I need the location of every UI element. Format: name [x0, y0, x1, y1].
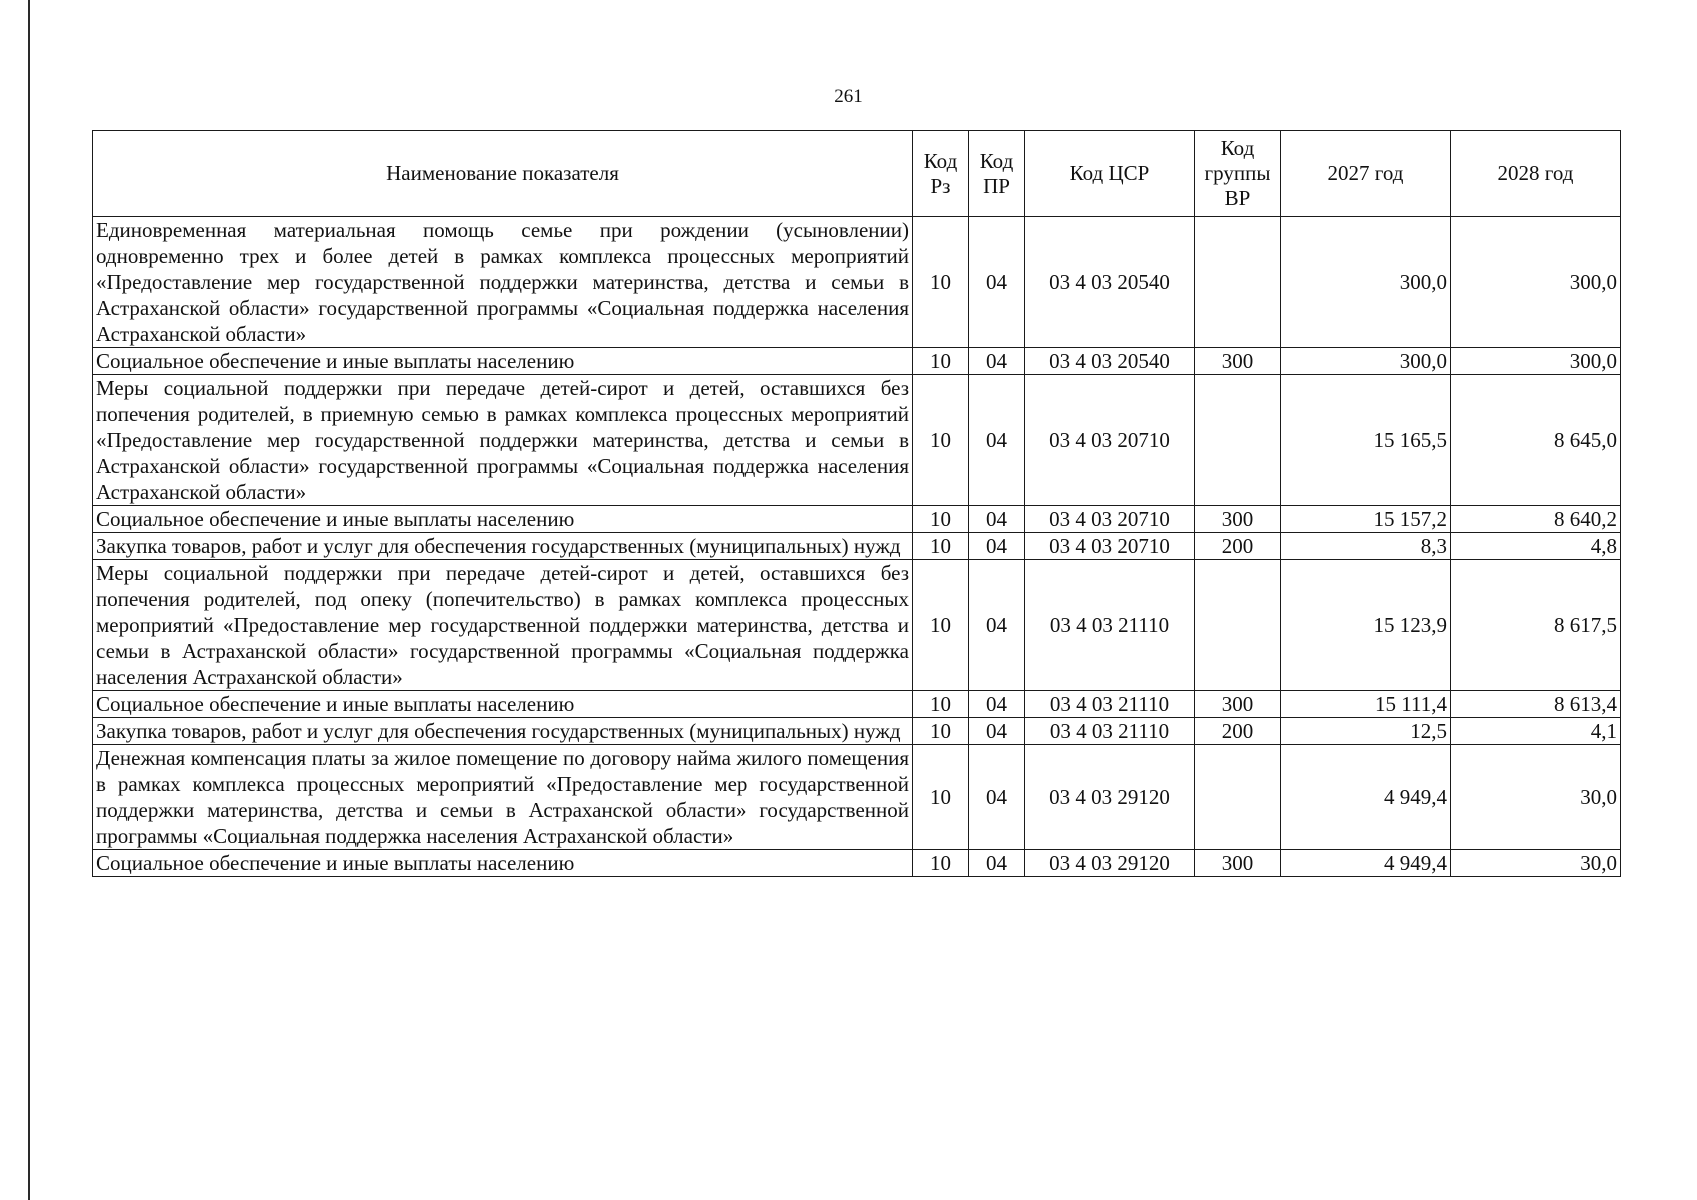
cell-pr: 04 [969, 745, 1025, 850]
cell-vr: 200 [1195, 718, 1281, 745]
table-row [93, 850, 1621, 877]
budget-table [92, 130, 1621, 877]
cell-csr: 03 4 03 20710 [1025, 375, 1195, 506]
cell-name: Закупка товаров, работ и услуг для обеспечения государственных (муниципальных) нужд [93, 718, 913, 745]
cell-pr: 04 [969, 217, 1025, 348]
cell-2028: 300,0 [1451, 217, 1621, 348]
cell-name: Социальное обеспечение и иные выплаты населению [93, 506, 913, 533]
table-body [93, 217, 1621, 877]
cell-vr [1195, 560, 1281, 691]
cell-2028: 300,0 [1451, 348, 1621, 375]
cell-name: Меры социальной поддержки при передаче детей-сирот и детей, оставшихся без попечения родителей, в приемную семью в рамках комплекса процессных мероприятий «Предоставление мер государственной поддержки материнства, детства и семьи в Астраханской области» государственной программы «Социальная поддержка населения Астраханской области» [93, 375, 913, 506]
cell-2028: 8 640,2 [1451, 506, 1621, 533]
header-vr: Код группы ВР [1195, 131, 1281, 217]
table-header-row [93, 131, 1621, 217]
cell-name: Закупка товаров, работ и услуг для обеспечения государственных (муниципальных) нужд [93, 533, 913, 560]
cell-csr: 03 4 03 21110 [1025, 718, 1195, 745]
cell-rz: 10 [913, 375, 969, 506]
cell-csr: 03 4 03 29120 [1025, 850, 1195, 877]
cell-rz: 10 [913, 217, 969, 348]
cell-2028: 30,0 [1451, 850, 1621, 877]
cell-2027: 15 165,5 [1281, 375, 1451, 506]
binding-line [28, 0, 30, 1200]
cell-rz: 10 [913, 718, 969, 745]
table-row [93, 348, 1621, 375]
header-2027: 2027 год [1281, 131, 1451, 217]
cell-pr: 04 [969, 506, 1025, 533]
table-row [93, 375, 1621, 506]
header-2028: 2028 год [1451, 131, 1621, 217]
cell-csr: 03 4 03 20540 [1025, 348, 1195, 375]
cell-vr [1195, 375, 1281, 506]
cell-vr [1195, 745, 1281, 850]
cell-rz: 10 [913, 691, 969, 718]
cell-name: Социальное обеспечение и иные выплаты населению [93, 691, 913, 718]
cell-pr: 04 [969, 533, 1025, 560]
table-row [93, 691, 1621, 718]
cell-pr: 04 [969, 691, 1025, 718]
cell-name: Социальное обеспечение и иные выплаты населению [93, 348, 913, 375]
cell-csr: 03 4 03 21110 [1025, 560, 1195, 691]
table-row [93, 745, 1621, 850]
cell-2027: 8,3 [1281, 533, 1451, 560]
cell-csr: 03 4 03 29120 [1025, 745, 1195, 850]
cell-pr: 04 [969, 850, 1025, 877]
cell-2027: 15 123,9 [1281, 560, 1451, 691]
table-row [93, 560, 1621, 691]
cell-pr: 04 [969, 348, 1025, 375]
cell-pr: 04 [969, 718, 1025, 745]
cell-vr: 200 [1195, 533, 1281, 560]
cell-2027: 4 949,4 [1281, 850, 1451, 877]
cell-name: Социальное обеспечение и иные выплаты населению [93, 850, 913, 877]
header-csr: Код ЦСР [1025, 131, 1195, 217]
cell-2027: 12,5 [1281, 718, 1451, 745]
cell-csr: 03 4 03 20540 [1025, 217, 1195, 348]
cell-2027: 4 949,4 [1281, 745, 1451, 850]
cell-2027: 15 157,2 [1281, 506, 1451, 533]
table-row [93, 533, 1621, 560]
cell-vr: 300 [1195, 506, 1281, 533]
header-name: Наименование показателя [93, 131, 913, 217]
cell-csr: 03 4 03 20710 [1025, 533, 1195, 560]
cell-2028: 8 645,0 [1451, 375, 1621, 506]
cell-csr: 03 4 03 21110 [1025, 691, 1195, 718]
cell-2027: 15 111,4 [1281, 691, 1451, 718]
cell-vr: 300 [1195, 691, 1281, 718]
cell-vr: 300 [1195, 850, 1281, 877]
cell-pr: 04 [969, 375, 1025, 506]
header-rz: Код Рз [913, 131, 969, 217]
table-row [93, 217, 1621, 348]
cell-csr: 03 4 03 20710 [1025, 506, 1195, 533]
cell-pr: 04 [969, 560, 1025, 691]
cell-name: Меры социальной поддержки при передаче детей-сирот и детей, оставшихся без попечения родителей, под опеку (попечительство) в рамках комплекса процессных мероприятий «Предоставление мер государственной поддержки материнства, детства и семьи в Астраханской области» государственной программы «Социальная поддержка населения Астраханской области» [93, 560, 913, 691]
cell-rz: 10 [913, 850, 969, 877]
cell-vr [1195, 217, 1281, 348]
cell-vr: 300 [1195, 348, 1281, 375]
cell-2028: 8 617,5 [1451, 560, 1621, 691]
cell-2028: 8 613,4 [1451, 691, 1621, 718]
header-pr: Код ПР [969, 131, 1025, 217]
cell-2028: 30,0 [1451, 745, 1621, 850]
cell-2028: 4,1 [1451, 718, 1621, 745]
cell-rz: 10 [913, 348, 969, 375]
table-row [93, 506, 1621, 533]
cell-2027: 300,0 [1281, 217, 1451, 348]
page-number: 261 [834, 86, 863, 107]
cell-rz: 10 [913, 745, 969, 850]
cell-rz: 10 [913, 560, 969, 691]
cell-name: Единовременная материальная помощь семье при рождении (усыновлении) одновременно трех и более детей в рамках комплекса процессных мероприятий «Предоставление мер государственной поддержки материнства, детства и семьи в Астраханской области» государственной программы «Социальная поддержка населения Астраханской области» [93, 217, 913, 348]
cell-rz: 10 [913, 506, 969, 533]
cell-2027: 300,0 [1281, 348, 1451, 375]
table-row [93, 718, 1621, 745]
cell-name: Денежная компенсация платы за жилое помещение по договору найма жилого помещения в рамках комплекса процессных мероприятий «Предоставление мер государственной поддержки материнства, детства и семьи в Астраханской области» государственной программы «Социальная поддержка населения Астраханской области» [93, 745, 913, 850]
cell-rz: 10 [913, 533, 969, 560]
cell-2028: 4,8 [1451, 533, 1621, 560]
